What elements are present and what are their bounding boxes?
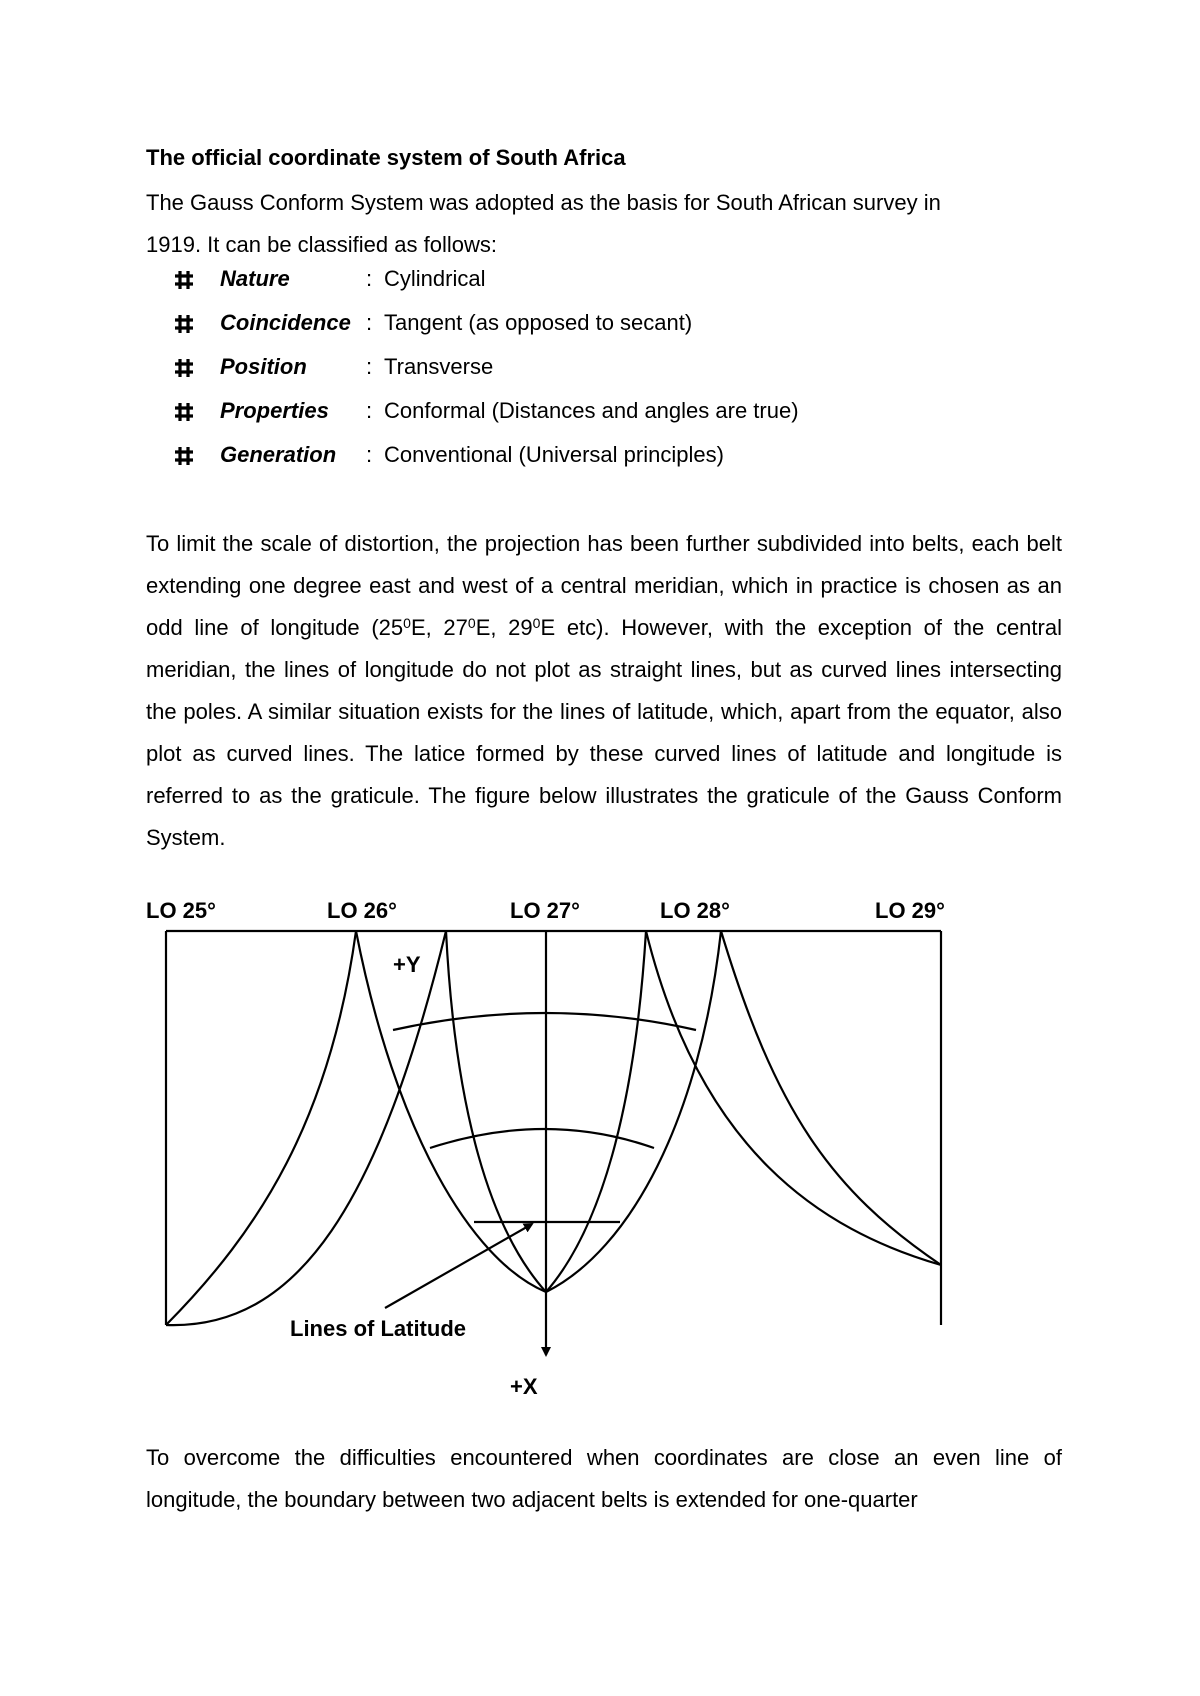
meridian-curve bbox=[356, 931, 546, 1292]
meridian-curve bbox=[546, 931, 646, 1292]
list-item bbox=[174, 310, 799, 354]
latitude-pointer-arrow bbox=[385, 1224, 532, 1308]
list-item bbox=[174, 398, 799, 442]
latitude-line bbox=[393, 1013, 696, 1030]
lo28-label: LO 28° bbox=[660, 898, 730, 923]
hash-bullet-icon bbox=[174, 310, 220, 334]
intro-line-1: The Gauss Conform System was adopted as the basis for South African survey in bbox=[146, 190, 941, 215]
degree-superscript: 0 bbox=[532, 615, 541, 631]
hash-bullet-icon bbox=[174, 442, 220, 466]
classification-term: Properties bbox=[220, 398, 329, 423]
lo25-label: LO 25° bbox=[146, 898, 216, 923]
belts-text-2: E, 27 bbox=[410, 615, 468, 640]
list-item bbox=[174, 442, 799, 486]
classification-list bbox=[174, 266, 799, 486]
plus-y-label: +Y bbox=[393, 952, 421, 977]
classification-value: Transverse bbox=[384, 354, 494, 379]
hash-bullet-icon bbox=[174, 266, 220, 290]
meridian-curve bbox=[646, 931, 941, 1265]
meridian-curve bbox=[166, 931, 356, 1325]
lo29-label: LO 29° bbox=[875, 898, 945, 923]
latitude-line bbox=[430, 1129, 654, 1148]
belts-text-3: E, 29 bbox=[475, 615, 533, 640]
hash-bullet-icon bbox=[174, 354, 220, 378]
plus-x-label: +X bbox=[510, 1374, 538, 1399]
classification-value: Cylindrical bbox=[384, 266, 486, 291]
lines-of-latitude-label: Lines of Latitude bbox=[290, 1316, 466, 1341]
classification-term: Generation bbox=[220, 442, 337, 467]
meridian-curve bbox=[166, 931, 446, 1325]
lo27-label: LO 27° bbox=[510, 898, 580, 923]
colon-separator: : bbox=[366, 266, 373, 291]
colon-separator: : bbox=[366, 310, 373, 335]
classification-term: Coincidence bbox=[220, 310, 351, 335]
classification-term: Position bbox=[220, 354, 307, 379]
lo26-label: LO 26° bbox=[327, 898, 397, 923]
graticule-figure bbox=[0, 880, 1200, 1410]
degree-superscript: 0 bbox=[467, 615, 476, 631]
colon-separator: : bbox=[366, 442, 373, 467]
belts-text-1: To limit the scale of distortion, the projection has been further subdivided into belts, each belt extending one degree east and west of a central meridian, which in practice is chosen as an odd line of longitude (25 bbox=[146, 531, 1062, 640]
classification-value: Conventional (Universal principles) bbox=[384, 442, 724, 467]
classification-value: Tangent (as opposed to secant) bbox=[384, 310, 693, 335]
colon-separator: : bbox=[366, 398, 373, 423]
belt-boundary-paragraph: To overcome the difficulties encountered when coordinates are close an even line of longitude, the boundary between two adjacent belts is extended for one-quarter bbox=[146, 1445, 1062, 1512]
colon-separator: : bbox=[366, 354, 373, 379]
degree-superscript: 0 bbox=[403, 615, 411, 631]
list-item bbox=[174, 266, 799, 310]
hash-bullet-icon bbox=[174, 398, 220, 422]
belts-paragraph bbox=[146, 523, 1062, 859]
belts-text-4: E etc). However, with the exception of the central meridian, the lines of longitude do not plot as straight lines, but as curved lines intersecting the poles. A similar situation exists for the lines of latitude, which, apart from the equator, also plot as curved lines. The latice formed by these curved lines of latitude and longitude is referred to as the graticule. The figure below illustrates the graticule of the Gauss Conform System. bbox=[146, 615, 1062, 850]
intro-line-2: 1919. It can be classified as follows: bbox=[146, 232, 497, 257]
page-title: The official coordinate system of South Africa bbox=[146, 145, 626, 170]
meridian-curve bbox=[546, 931, 721, 1292]
meridian-curve bbox=[446, 931, 546, 1292]
meridian-curve bbox=[721, 931, 941, 1265]
classification-value: Conformal (Distances and angles are true) bbox=[384, 398, 799, 423]
classification-term: Nature bbox=[220, 266, 290, 291]
list-item bbox=[174, 354, 799, 398]
intro-paragraph bbox=[146, 182, 1062, 266]
